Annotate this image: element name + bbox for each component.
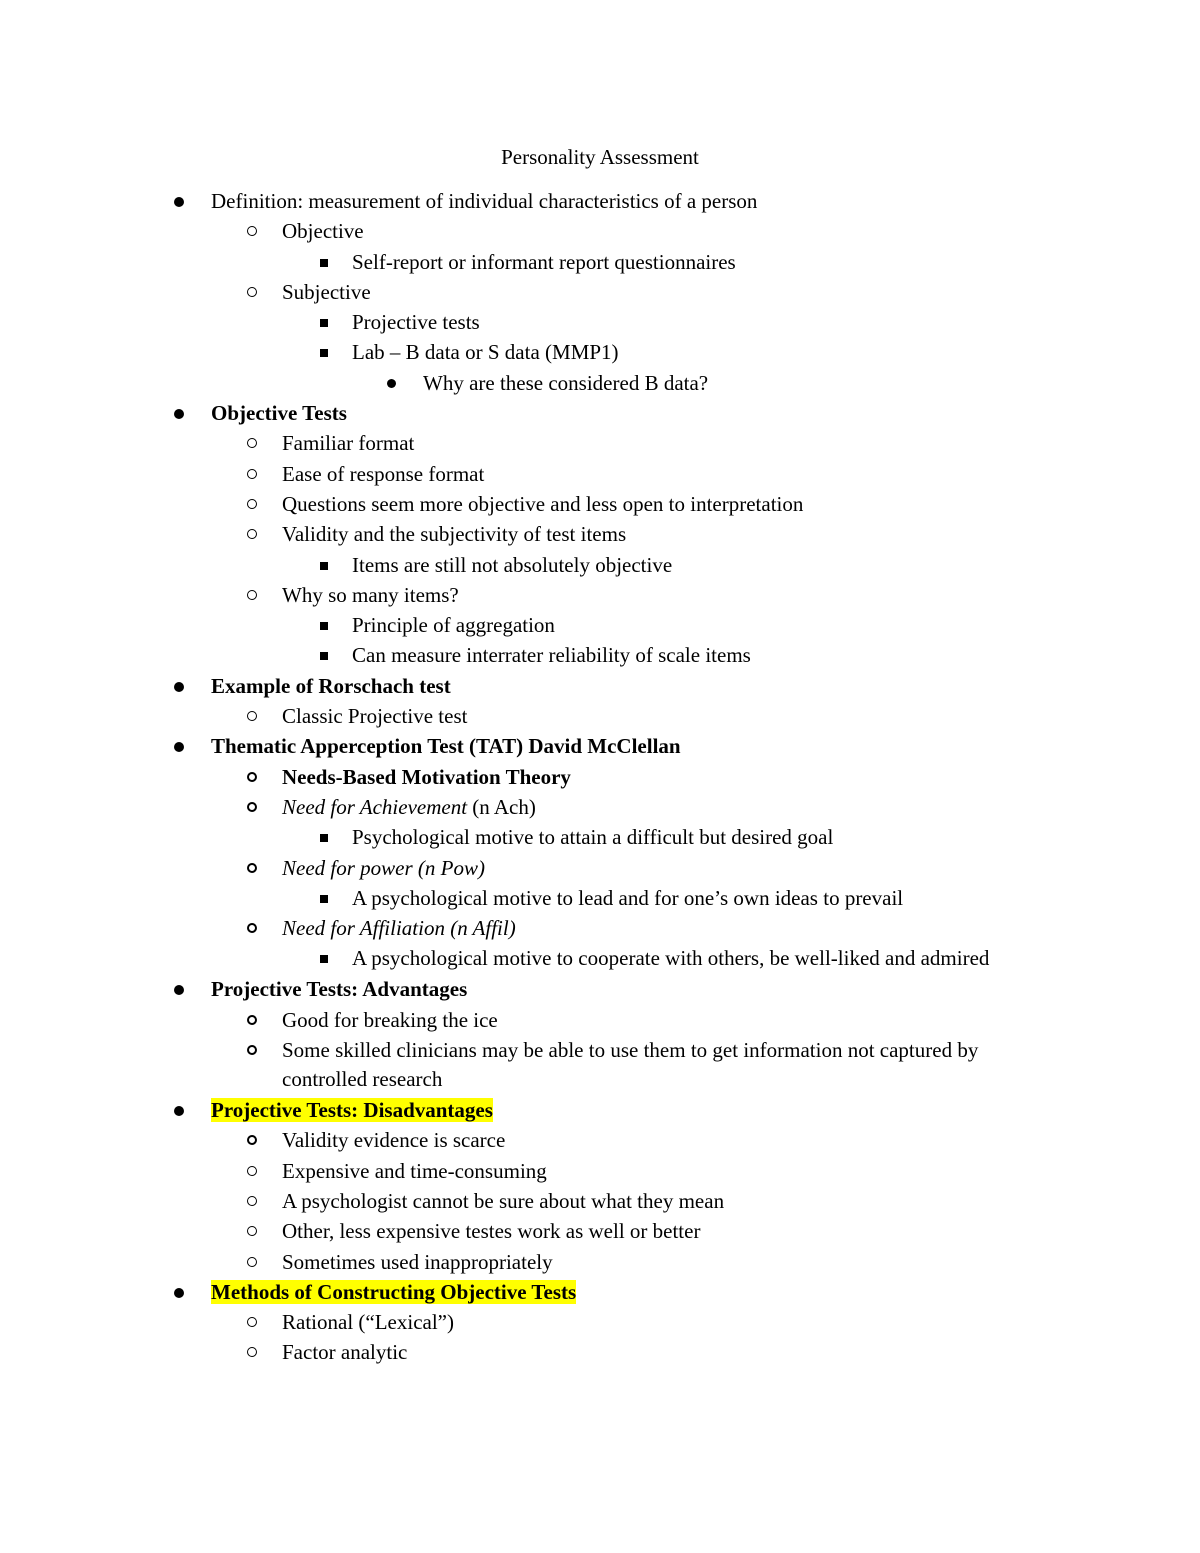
- filled-bullet-icon: [387, 379, 396, 388]
- document-title: Personality Assessment: [501, 145, 699, 169]
- item-text: Expensive and time-consuming: [282, 1158, 547, 1183]
- filled-bullet-icon: [174, 197, 184, 207]
- hollow-bullet-icon: [247, 1166, 257, 1176]
- hollow-bullet-icon: [247, 1135, 257, 1145]
- hollow-bullet-icon: [247, 226, 257, 236]
- list-item: [0, 277, 1200, 307]
- item-text: Other, less expensive testes work as well or better: [282, 1219, 701, 1244]
- list-item: [0, 640, 1200, 670]
- hollow-bullet-icon: [247, 499, 257, 509]
- item-text: Need for power (n Pow): [282, 855, 485, 880]
- hollow-bullet-icon: [247, 711, 257, 721]
- item-text: Classic Projective test: [282, 704, 468, 729]
- item-text: Projective tests: [352, 310, 480, 335]
- item-text: Items are still not absolutely objective: [352, 552, 673, 577]
- item-text: A psychologist cannot be sure about what they mean: [282, 1188, 725, 1213]
- list-item: [0, 580, 1200, 610]
- item-text: Sometimes used inappropriately: [282, 1249, 553, 1274]
- filled-bullet-icon: [174, 409, 184, 419]
- filled-bullet-icon: [174, 985, 184, 995]
- list-item: [0, 792, 1200, 822]
- item-text: Validity and the subjectivity of test items: [282, 522, 627, 547]
- hollow-bullet-icon: [247, 1226, 257, 1236]
- list-item: [0, 489, 1200, 519]
- item-text: Some skilled clinicians may be able to use them to get information not captured by controlled research: [282, 1038, 979, 1092]
- list-item: [0, 1277, 1200, 1307]
- list-item: [0, 1035, 1200, 1095]
- square-bullet-icon: [320, 622, 328, 630]
- hollow-bullet-icon: [247, 1015, 257, 1025]
- filled-bullet-icon: [174, 1288, 184, 1298]
- list-item: [0, 337, 1200, 367]
- item-text: Need for Achievement: [282, 794, 468, 819]
- list-item: [0, 368, 1200, 398]
- list-item: [0, 731, 1200, 761]
- square-bullet-icon: [320, 319, 328, 327]
- hollow-bullet-icon: [247, 1257, 257, 1267]
- list-item: [0, 428, 1200, 458]
- list-item: [0, 1095, 1200, 1125]
- item-text: Why so many items?: [282, 582, 459, 607]
- item-text: Need for Affiliation (n Affil): [282, 916, 516, 941]
- hollow-bullet-icon: [247, 1347, 257, 1357]
- hollow-bullet-icon: [247, 438, 257, 448]
- list-item: [0, 610, 1200, 640]
- item-text: Psychological motive to attain a difficult but desired goal: [352, 825, 834, 850]
- square-bullet-icon: [320, 652, 328, 660]
- item-text: Good for breaking the ice: [282, 1007, 498, 1032]
- list-item: [0, 913, 1200, 943]
- section-heading: Methods of Constructing Objective Tests: [211, 1279, 577, 1304]
- square-bullet-icon: [320, 834, 328, 842]
- list-item: [0, 1337, 1200, 1367]
- list-item: [0, 701, 1200, 731]
- item-text: Can measure interrater reliability of scale items: [352, 643, 751, 668]
- filled-bullet-icon: [174, 1106, 184, 1116]
- list-item: [0, 398, 1200, 428]
- outline: [0, 186, 1200, 1368]
- list-item: [0, 883, 1200, 913]
- square-bullet-icon: [320, 349, 328, 357]
- square-bullet-icon: [320, 895, 328, 903]
- list-item: [0, 762, 1200, 792]
- item-text: Validity evidence is scarce: [282, 1128, 506, 1153]
- item-text: A psychological motive to lead and for one’s own ideas to prevail: [352, 885, 904, 910]
- item-text: Ease of response format: [282, 461, 485, 486]
- square-bullet-icon: [320, 562, 328, 570]
- hollow-bullet-icon: [247, 1045, 257, 1055]
- section-heading: Example of Rorschach test: [211, 673, 451, 698]
- hollow-bullet-icon: [247, 469, 257, 479]
- item-text: Questions seem more objective and less open to interpretation: [282, 491, 804, 516]
- section-heading: Objective Tests: [211, 401, 347, 426]
- list-item: [0, 459, 1200, 489]
- list-item: [0, 216, 1200, 246]
- filled-bullet-icon: [174, 742, 184, 752]
- hollow-bullet-icon: [247, 590, 257, 600]
- list-item: [0, 307, 1200, 337]
- list-item: [0, 1125, 1200, 1155]
- hollow-bullet-icon: [247, 772, 257, 782]
- item-text: Familiar format: [282, 431, 415, 456]
- section-heading: Projective Tests: Disadvantages: [211, 1098, 493, 1123]
- hollow-bullet-icon: [247, 287, 257, 297]
- list-item: [0, 822, 1200, 852]
- list-item: [0, 853, 1200, 883]
- item-text: Lab – B data or S data (MMP1): [352, 340, 619, 365]
- list-item: [0, 186, 1200, 216]
- item-text: Needs-Based Motivation Theory: [282, 764, 571, 789]
- list-item: [0, 943, 1200, 974]
- hollow-bullet-icon: [247, 923, 257, 933]
- hollow-bullet-icon: [247, 863, 257, 873]
- list-item: [0, 1307, 1200, 1337]
- item-text: Rational (“Lexical”): [282, 1310, 454, 1335]
- square-bullet-icon: [320, 955, 328, 963]
- filled-bullet-icon: [174, 682, 184, 692]
- item-text: Why are these considered B data?: [423, 370, 709, 395]
- item-text: Subjective: [282, 279, 371, 304]
- list-item: [0, 1216, 1200, 1246]
- item-text: Definition: measurement of individual characteristics of a person: [211, 189, 758, 213]
- item-text: A psychological motive to cooperate with others, be well-liked and admired: [352, 946, 990, 971]
- list-item: [0, 974, 1200, 1004]
- item-text: Principle of aggregation: [352, 613, 555, 638]
- hollow-bullet-icon: [247, 802, 257, 812]
- item-text: Factor analytic: [282, 1340, 408, 1365]
- list-item: [0, 550, 1200, 580]
- list-item: [0, 671, 1200, 701]
- item-text: Objective: [282, 219, 364, 244]
- list-item: [0, 1156, 1200, 1186]
- item-text: Self-report or informant report questionnaires: [352, 249, 736, 274]
- list-item: [0, 1186, 1200, 1216]
- section-heading: Projective Tests: Advantages: [211, 977, 468, 1002]
- list-item: [0, 1247, 1200, 1277]
- item-text-suffix: (n Ach): [467, 794, 536, 819]
- hollow-bullet-icon: [247, 1317, 257, 1327]
- square-bullet-icon: [320, 259, 328, 267]
- list-item: [0, 247, 1200, 277]
- list-item: [0, 1005, 1200, 1035]
- list-item: [0, 519, 1200, 549]
- hollow-bullet-icon: [247, 529, 257, 539]
- section-heading: Thematic Apperception Test (TAT) David McClellan: [211, 734, 681, 759]
- hollow-bullet-icon: [247, 1196, 257, 1206]
